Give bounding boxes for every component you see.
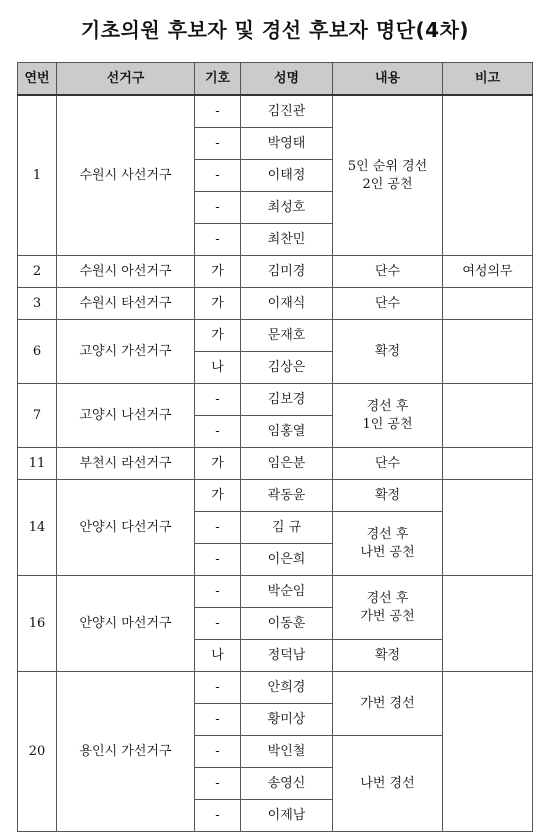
candidate-symbol: - xyxy=(195,384,241,416)
candidate-symbol: - xyxy=(195,128,241,160)
table-row xyxy=(18,320,533,352)
serial-number: 7 xyxy=(18,384,57,448)
candidate-symbol: 가 xyxy=(195,448,241,480)
candidate-symbol: - xyxy=(195,800,241,832)
candidate-symbol: 나 xyxy=(195,352,241,384)
candidate-table xyxy=(17,62,533,832)
candidate-name: 박영태 xyxy=(241,128,333,160)
candidate-symbol: - xyxy=(195,416,241,448)
note-cell xyxy=(443,672,533,832)
content-cell: 확정 xyxy=(333,480,443,512)
table-row xyxy=(18,256,533,288)
district-name: 안양시 다선거구 xyxy=(57,480,195,576)
candidate-symbol: - xyxy=(195,544,241,576)
candidate-name: 곽동윤 xyxy=(241,480,333,512)
serial-number: 16 xyxy=(18,576,57,672)
document-title: 기초의원 후보자 및 경선 후보자 명단(4차) xyxy=(80,18,470,42)
content-cell: 단수 xyxy=(333,288,443,320)
content-cell: 5인 순위 경선 2인 공천 xyxy=(333,95,443,256)
content-cell: 단수 xyxy=(333,448,443,480)
header-symbol: 기호 xyxy=(195,63,241,96)
district-name: 고양시 가선거구 xyxy=(57,320,195,384)
district-name: 부천시 라선거구 xyxy=(57,448,195,480)
note-cell xyxy=(443,576,533,672)
candidate-name: 송영신 xyxy=(241,768,333,800)
note-cell xyxy=(443,384,533,448)
district-name: 용인시 가선거구 xyxy=(57,672,195,832)
table-row xyxy=(18,576,533,608)
header-content: 내용 xyxy=(333,63,443,96)
candidate-name: 이태정 xyxy=(241,160,333,192)
header-note: 비고 xyxy=(443,63,533,96)
district-name: 수원시 사선거구 xyxy=(57,95,195,256)
candidate-name: 최찬민 xyxy=(241,224,333,256)
header-district: 선거구 xyxy=(57,63,195,96)
district-name: 수원시 타선거구 xyxy=(57,288,195,320)
content-cell: 경선 후 가번 공천 xyxy=(333,576,443,640)
candidate-symbol: - xyxy=(195,160,241,192)
header-no: 연번 xyxy=(18,63,57,96)
candidate-symbol: - xyxy=(195,576,241,608)
table-row xyxy=(18,288,533,320)
table-row xyxy=(18,480,533,512)
candidate-name: 김 규 xyxy=(241,512,333,544)
district-name: 고양시 나선거구 xyxy=(57,384,195,448)
table-row xyxy=(18,384,533,416)
candidate-name: 최성호 xyxy=(241,192,333,224)
table-body xyxy=(18,95,533,832)
header-row xyxy=(18,63,533,96)
candidate-name: 김미경 xyxy=(241,256,333,288)
district-name: 안양시 마선거구 xyxy=(57,576,195,672)
candidate-symbol: - xyxy=(195,512,241,544)
candidate-name: 박인철 xyxy=(241,736,333,768)
candidate-symbol: - xyxy=(195,224,241,256)
note-cell xyxy=(443,95,533,256)
candidate-name: 김상은 xyxy=(241,352,333,384)
content-cell: 확정 xyxy=(333,320,443,384)
candidate-symbol: - xyxy=(195,736,241,768)
serial-number: 11 xyxy=(18,448,57,480)
candidate-name: 임은분 xyxy=(241,448,333,480)
candidate-symbol: 가 xyxy=(195,480,241,512)
candidate-symbol: 가 xyxy=(195,320,241,352)
table-row xyxy=(18,448,533,480)
header-name: 성명 xyxy=(241,63,333,96)
note-cell xyxy=(443,448,533,480)
table-row xyxy=(18,672,533,704)
candidate-name: 김진관 xyxy=(241,95,333,128)
serial-number: 3 xyxy=(18,288,57,320)
district-name: 수원시 아선거구 xyxy=(57,256,195,288)
candidate-name: 안희경 xyxy=(241,672,333,704)
candidate-symbol: - xyxy=(195,95,241,128)
candidate-symbol: 가 xyxy=(195,288,241,320)
candidate-name: 황미상 xyxy=(241,704,333,736)
content-cell: 확정 xyxy=(333,640,443,672)
note-cell xyxy=(443,480,533,576)
serial-number: 1 xyxy=(18,95,57,256)
candidate-name: 이은희 xyxy=(241,544,333,576)
table-row xyxy=(18,95,533,128)
candidate-symbol: - xyxy=(195,192,241,224)
candidate-name: 이동훈 xyxy=(241,608,333,640)
candidate-symbol: - xyxy=(195,704,241,736)
candidate-symbol: 나 xyxy=(195,640,241,672)
candidate-symbol: - xyxy=(195,608,241,640)
note-cell: 여성의무 xyxy=(443,256,533,288)
content-cell: 나번 경선 xyxy=(333,736,443,832)
candidate-symbol: 가 xyxy=(195,256,241,288)
content-cell: 경선 후 나번 공천 xyxy=(333,512,443,576)
candidate-name: 이재식 xyxy=(241,288,333,320)
content-cell: 가번 경선 xyxy=(333,672,443,736)
note-cell xyxy=(443,320,533,384)
candidate-name: 김보경 xyxy=(241,384,333,416)
serial-number: 20 xyxy=(18,672,57,832)
content-cell: 경선 후 1인 공천 xyxy=(333,384,443,448)
candidate-name: 박순임 xyxy=(241,576,333,608)
serial-number: 2 xyxy=(18,256,57,288)
candidate-name: 임홍열 xyxy=(241,416,333,448)
note-cell xyxy=(443,288,533,320)
serial-number: 14 xyxy=(18,480,57,576)
candidate-name: 이제남 xyxy=(241,800,333,832)
candidate-name: 문재호 xyxy=(241,320,333,352)
serial-number: 6 xyxy=(18,320,57,384)
content-cell: 단수 xyxy=(333,256,443,288)
candidate-name: 정덕남 xyxy=(241,640,333,672)
candidate-symbol: - xyxy=(195,672,241,704)
candidate-symbol: - xyxy=(195,768,241,800)
